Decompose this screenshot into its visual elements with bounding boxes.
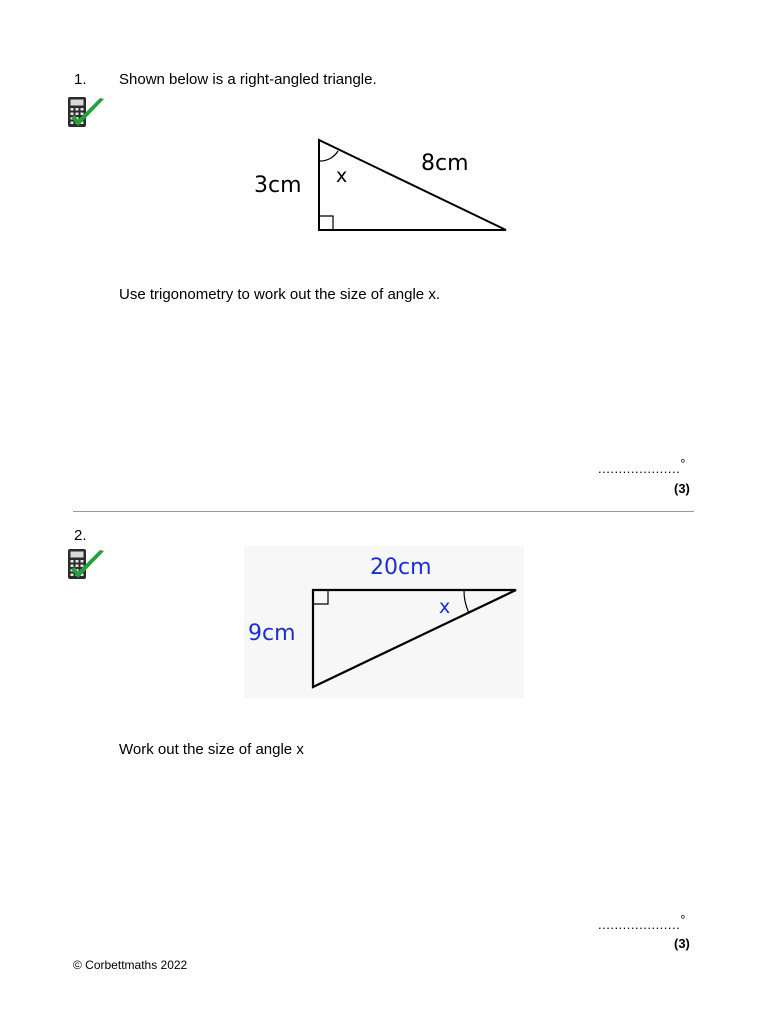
label-20cm: 20cm [370,555,432,580]
right-angle-marker-1 [319,216,333,230]
question-2-instruction: Work out the size of angle x [119,741,304,758]
question-1-number: 1. [74,71,87,88]
degree-symbol-2: ° [680,912,686,927]
marks-2: (3) [674,936,690,951]
marks-1: (3) [674,481,690,496]
label-3cm: 3cm [254,173,302,198]
answer-dots-2: .................... [598,917,681,932]
angle-arc-1 [319,151,338,161]
label-angle-x-2: x [439,596,451,618]
answer-line-2[interactable] [598,912,686,932]
label-8cm: 8cm [421,151,469,176]
question-1-intro: Shown below is a right-angled triangle. [119,71,377,88]
answer-line-1[interactable] [598,456,686,476]
degree-symbol-1: ° [680,456,686,471]
footer-copyright: © Corbettmaths 2022 [73,958,188,972]
calculator-allowed-icon [66,96,106,130]
label-9cm: 9cm [248,621,296,646]
label-angle-x-1: x [336,165,348,187]
question-1-instruction: Use trigonometry to work out the size of angle x. [119,286,440,303]
question-divider [73,511,694,512]
answer-dots-1: .................... [598,461,681,476]
triangle-diagram-2 [244,546,524,698]
calculator-allowed-icon [66,548,106,582]
question-2-number: 2. [74,527,87,544]
triangle-diagram-1 [240,130,530,240]
